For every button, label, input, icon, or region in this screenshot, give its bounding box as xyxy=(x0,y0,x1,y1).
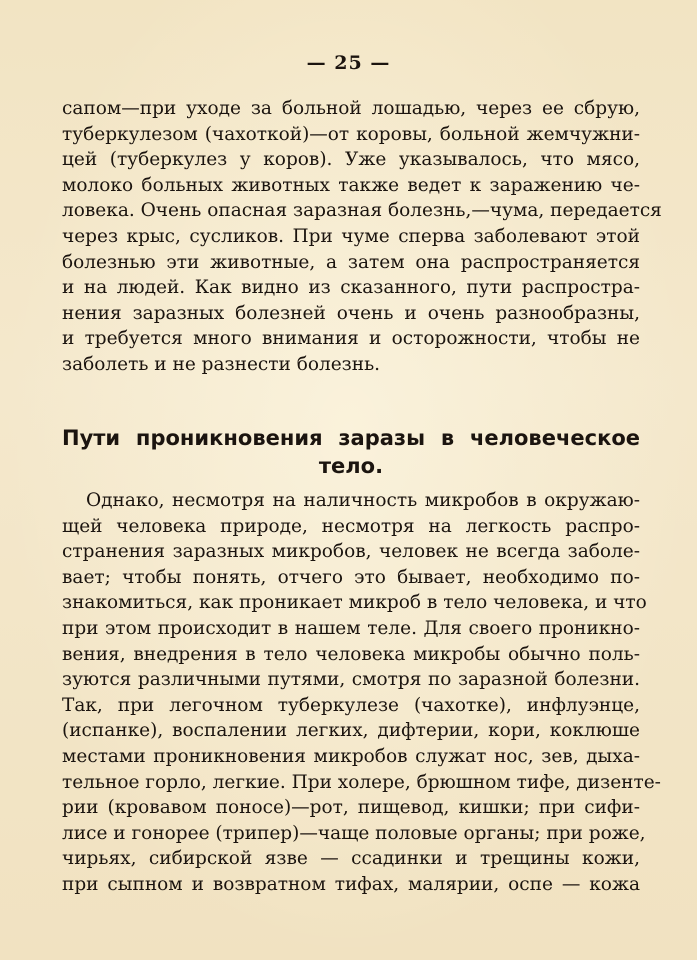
text-line: (испанке), воспалении легких, дифтерии, кори, коклюше xyxy=(62,720,640,742)
text-line: цей (туберкулез у коров). Уже указывалось, что мясо, xyxy=(62,149,640,171)
text-line: щей человека природе, несмотря на легкость распро- xyxy=(62,515,640,537)
text-line: вает; чтобы понять, отчего это бывает, необходимо по- xyxy=(62,566,640,588)
text-line: при сыпном и возвратном тифах, малярии, оспе — кожа xyxy=(62,873,640,895)
text-line: Однако, несмотря на наличность микробов в окружаю- xyxy=(86,490,640,511)
text-line: сапом—при уходе за больной лошадью, через ее сбрую, xyxy=(62,98,640,119)
heading-line: тело. xyxy=(318,454,384,478)
paragraph-body xyxy=(62,488,661,898)
text-line: рии (кровавом поносе)—рот, пищевод, кишки; при сифи- xyxy=(62,797,640,819)
text-line: местами проникновения микробов служат нос, зев, дыха- xyxy=(62,745,640,767)
heading-line: Пути проникновения заразы в человеческое xyxy=(62,426,640,450)
text-line: Так, при легочном туберкулезе (чахотке), инфлуэнце, xyxy=(62,694,640,716)
text-line: туберкулезом (чахоткой)—от коровы, больной жемчужни- xyxy=(62,123,640,145)
text-line: нения заразных болезней очень и очень разнообразны, xyxy=(62,302,640,324)
text-line: странения заразных микробов, человек не всегда заболе- xyxy=(62,541,640,563)
text-line: ловека. Очень опасная заразная болезнь,—чума, передается xyxy=(62,200,662,222)
page-number: — 25 — xyxy=(306,52,391,74)
text-line: чирьях, сибирской язве — ссадинки и трещины кожи, xyxy=(62,848,640,870)
text-line: вения, внедрения в тело человека микробы обычно поль- xyxy=(62,643,640,665)
text-line: и на людей. Как видно из сказанного, пути распростра- xyxy=(62,277,640,299)
text-line: зуются различными путями, смотря по заразной болезни. xyxy=(62,669,640,691)
text-line: знакомиться, как проникает микроб в тело человека, и что xyxy=(62,592,647,614)
text-line: болезнью эти животные, а затем она распространяется xyxy=(62,251,640,273)
paragraph-continued xyxy=(62,96,662,378)
text-line: при этом происходит в нашем теле. Для своего проникно- xyxy=(62,617,640,639)
section-heading xyxy=(62,424,640,480)
text-line: тельное горло, легкие. При холере, брюшном тифе, дизенте- xyxy=(62,771,661,793)
text-line: заболеть и не разнести болезнь. xyxy=(62,353,381,375)
text-line: и требуется много внимания и осторожности, чтобы не xyxy=(62,328,640,350)
text-line: через крыс, сусликов. При чуме сперва заболевают этой xyxy=(62,225,640,247)
text-line: лисе и гонорее (трипер)—чаще половые органы; при роже, xyxy=(62,822,646,844)
text-line: молоко больных животных также ведет к заражению че- xyxy=(62,174,640,196)
